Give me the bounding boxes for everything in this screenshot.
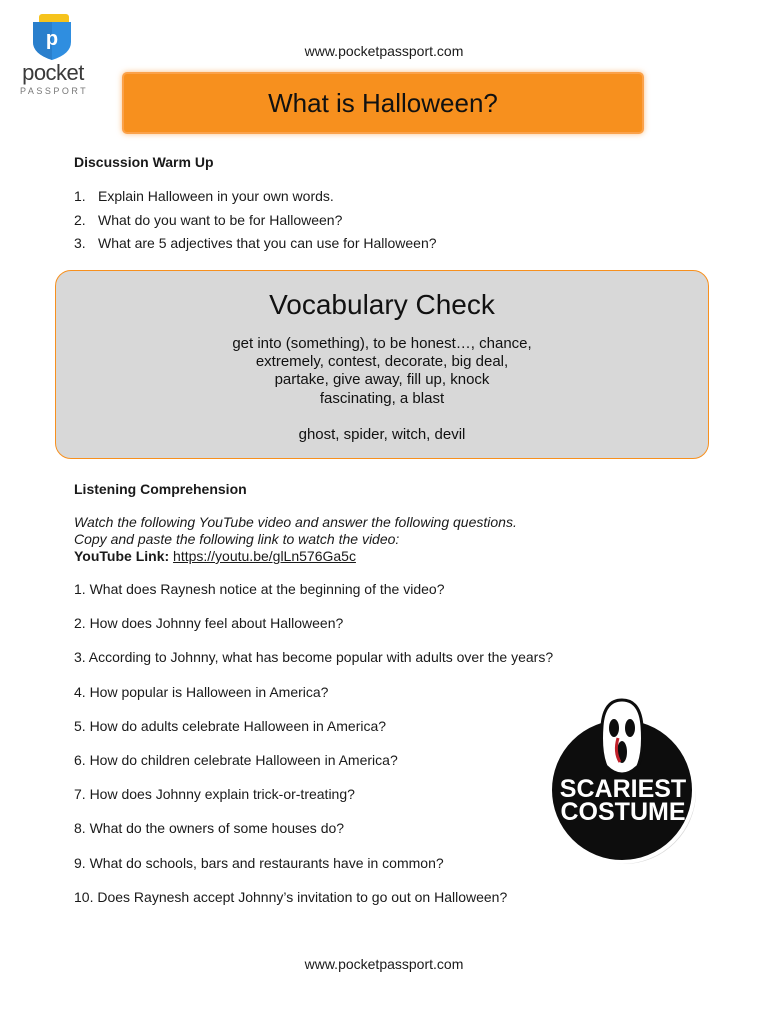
- vocabulary-line: extremely, contest, decorate, big deal,: [255, 353, 509, 370]
- question-item: 3. According to Johnny, what has become popular with adults over the years?: [74, 649, 554, 666]
- list-item: [74, 235, 694, 259]
- youtube-link-label: YouTube Link:: [74, 548, 170, 564]
- list-item-number: 2.: [74, 211, 86, 228]
- vocabulary-title: Vocabulary Check: [269, 289, 495, 320]
- question-item: 9. What do schools, bars and restaurants have in common?: [74, 854, 444, 871]
- list-item-text: Explain Halloween in your own words.: [98, 188, 334, 204]
- list-item-text: What are 5 adjectives that you can use for Halloween?: [98, 235, 437, 251]
- instruction-text: Watch the following YouTube video and answer the following questions.: [74, 514, 517, 530]
- list-item: [74, 188, 694, 212]
- site-url-footer: www.pocketpassport.com: [304, 956, 464, 972]
- ghostface-mask-icon: [602, 700, 643, 774]
- list-item-text: What do you want to be for Halloween?: [98, 211, 343, 228]
- logo-subtext: PASSPORT: [20, 86, 89, 96]
- title-banner: [124, 74, 642, 132]
- question-item: 7. How does Johnny explain trick-or-treating?: [74, 786, 355, 803]
- listening-heading: Listening Comprehension: [74, 481, 247, 497]
- site-url-header: www.pocketpassport.com: [304, 43, 464, 59]
- question-item: 8. What do the owners of some houses do?: [74, 820, 345, 837]
- logo-wordmark: pocket: [22, 60, 84, 85]
- question-item: 5. How do adults celebrate Halloween in America?: [74, 717, 387, 734]
- question-item: 6. How do children celebrate Halloween in America?: [74, 751, 398, 768]
- listening-instructions: [74, 514, 517, 565]
- vocabulary-line: ghost, spider, witch, devil: [298, 426, 466, 443]
- badge-line-1: SCARIEST: [559, 775, 687, 803]
- svg-text:p: p: [45, 28, 59, 50]
- question-item: 10. Does Raynesh accept Johnny’s invitation to go out on Halloween?: [74, 888, 508, 905]
- question-item: 1. What does Raynesh notice at the beginning of the video?: [74, 581, 445, 597]
- page-title: What is Halloween?: [268, 87, 498, 118]
- warmup-heading: Discussion Warm Up: [74, 154, 214, 170]
- warmup-list: [74, 188, 694, 259]
- youtube-link[interactable]: https://youtu.be/glLn576Ga5c: [173, 548, 356, 564]
- instruction-text: Copy and paste the following link to watch the video:: [74, 531, 400, 547]
- question-item: 2. How does Johnny feel about Halloween?: [74, 615, 344, 632]
- vocabulary-line: get into (something), to be honest…, chance,: [232, 335, 532, 352]
- scariest-costume-badge: [540, 698, 710, 868]
- vocabulary-line: fascinating, a blast: [319, 390, 445, 407]
- badge-line-2: COSTUME: [560, 798, 686, 826]
- list-item: [74, 212, 694, 236]
- vocabulary-box: [55, 270, 709, 459]
- question-item: 4. How popular is Halloween in America?: [74, 683, 329, 700]
- vocabulary-line: partake, give away, fill up, knock: [274, 371, 490, 388]
- list-item-number: 1.: [74, 188, 86, 204]
- list-item-number: 3.: [74, 235, 86, 251]
